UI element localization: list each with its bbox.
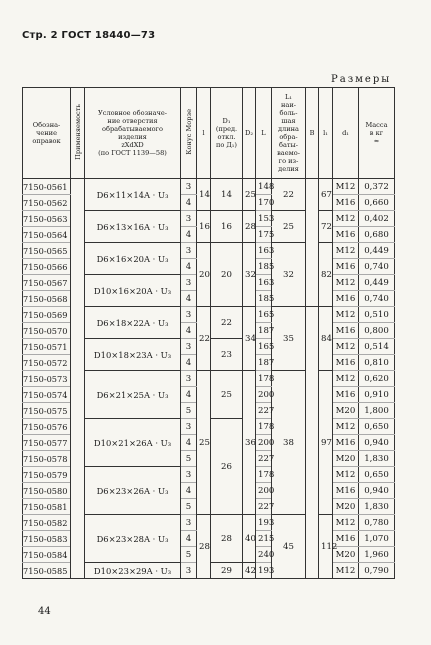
cell-dd1: M16 bbox=[333, 531, 359, 547]
cell-oboz: 7150-0584 bbox=[23, 547, 71, 563]
cell-dd1: M20 bbox=[333, 451, 359, 467]
cell-cond: D6×11×14A · U₃ bbox=[85, 179, 181, 211]
cell-d1: 25 bbox=[211, 371, 243, 419]
col-header-prim: Применяемость bbox=[71, 88, 85, 179]
cell-oboz: 7150-0580 bbox=[23, 483, 71, 499]
cell-konus: 4 bbox=[181, 323, 197, 339]
cell-mass: 1,830 bbox=[359, 451, 395, 467]
cell-mass: 0,372 bbox=[359, 179, 395, 195]
cell-dd1: M12 bbox=[333, 211, 359, 227]
cell-konus: 3 bbox=[181, 307, 197, 323]
cell-d1: 23 bbox=[211, 339, 243, 371]
cell-d2: 42 bbox=[243, 563, 256, 579]
cell-L: 227 bbox=[256, 499, 272, 515]
cell-L: 178 bbox=[256, 371, 272, 387]
cell-L: 163 bbox=[256, 243, 272, 259]
cell-konus: 5 bbox=[181, 451, 197, 467]
cell-cond: D6×18×22A · U₃ bbox=[85, 307, 181, 339]
cell-d1: 20 bbox=[211, 243, 243, 307]
cell-oboz: 7150-0568 bbox=[23, 291, 71, 307]
cell-l: 28 bbox=[197, 515, 211, 579]
cell-mass: 0,940 bbox=[359, 483, 395, 499]
cell-oboz: 7150-0562 bbox=[23, 195, 71, 211]
cell-d1: 29 bbox=[211, 563, 243, 579]
col-header-oboz: Обозна- чение оправок bbox=[23, 88, 71, 179]
cell-B bbox=[306, 179, 319, 307]
cell-L: 200 bbox=[256, 435, 272, 451]
cell-L: 178 bbox=[256, 419, 272, 435]
cell-L: 170 bbox=[256, 195, 272, 211]
spec-table bbox=[22, 87, 395, 579]
col-header-cond: Условное обозначе- ние отверстия обрабатываемого изделия zXdXD (по ГОСТ 1139—58) bbox=[85, 88, 181, 179]
cell-l1: 67 bbox=[319, 179, 333, 211]
cell-oboz: 7150-0566 bbox=[23, 259, 71, 275]
cell-oboz: 7150-0565 bbox=[23, 243, 71, 259]
cell-d1: 16 bbox=[211, 211, 243, 243]
cell-d2: 25 bbox=[243, 179, 256, 211]
cell-mass: 0,790 bbox=[359, 563, 395, 579]
cell-dd1: M16 bbox=[333, 195, 359, 211]
cell-konus: 4 bbox=[181, 435, 197, 451]
cell-cond: D10×18×23A · U₃ bbox=[85, 339, 181, 371]
cell-mass: 0,650 bbox=[359, 467, 395, 483]
col-header-L: L bbox=[256, 88, 272, 179]
cell-mass: 0,780 bbox=[359, 515, 395, 531]
cell-konus: 3 bbox=[181, 179, 197, 195]
cell-oboz: 7150-0583 bbox=[23, 531, 71, 547]
cell-L: 187 bbox=[256, 355, 272, 371]
cell-mass: 0,810 bbox=[359, 355, 395, 371]
cell-konus: 5 bbox=[181, 547, 197, 563]
cell-oboz: 7150-0581 bbox=[23, 499, 71, 515]
cell-oboz: 7150-0567 bbox=[23, 275, 71, 291]
cell-L: 185 bbox=[256, 291, 272, 307]
cell-dd1: M12 bbox=[333, 243, 359, 259]
cell-cond: D6×16×20A · U₃ bbox=[85, 243, 181, 275]
cell-d1: 22 bbox=[211, 307, 243, 339]
cell-L1: 45 bbox=[272, 515, 306, 579]
col-header-l1: l₁ bbox=[319, 88, 333, 179]
cell-dd1: M12 bbox=[333, 419, 359, 435]
cell-konus: 4 bbox=[181, 195, 197, 211]
dimensions-title: Размеры bbox=[331, 74, 392, 85]
cell-L: 178 bbox=[256, 467, 272, 483]
cell-L: 163 bbox=[256, 275, 272, 291]
col-header-d1: D₁ (пред. откл. по Д₁) bbox=[211, 88, 243, 179]
cell-l: 14 bbox=[197, 179, 211, 211]
cell-konus: 3 bbox=[181, 211, 197, 227]
cell-dd1: M12 bbox=[333, 307, 359, 323]
cell-mass: 0,650 bbox=[359, 419, 395, 435]
cell-konus: 5 bbox=[181, 403, 197, 419]
cell-konus: 3 bbox=[181, 371, 197, 387]
cell-dd1: M12 bbox=[333, 563, 359, 579]
cell-mass: 1,830 bbox=[359, 499, 395, 515]
cell-oboz: 7150-0573 bbox=[23, 371, 71, 387]
cell-L: 200 bbox=[256, 387, 272, 403]
cell-cond: D6×23×28A · U₃ bbox=[85, 515, 181, 563]
table-header-row bbox=[23, 88, 395, 179]
cell-oboz: 7150-0563 bbox=[23, 211, 71, 227]
cell-oboz: 7150-0585 bbox=[23, 563, 71, 579]
cell-L: 227 bbox=[256, 403, 272, 419]
cell-oboz: 7150-0561 bbox=[23, 179, 71, 195]
cell-dd1: M16 bbox=[333, 355, 359, 371]
cell-L1: 25 bbox=[272, 211, 306, 243]
cell-l: 20 bbox=[197, 243, 211, 307]
cell-L1: 35 bbox=[272, 307, 306, 371]
page-number: 44 bbox=[38, 606, 51, 617]
cell-konus: 3 bbox=[181, 339, 197, 355]
cell-mass: 0,449 bbox=[359, 243, 395, 259]
cell-d2: 34 bbox=[243, 307, 256, 371]
cell-d1: 26 bbox=[211, 419, 243, 515]
cell-L: 153 bbox=[256, 211, 272, 227]
cell-konus: 4 bbox=[181, 483, 197, 499]
cell-l: 25 bbox=[197, 371, 211, 515]
cell-konus: 3 bbox=[181, 515, 197, 531]
cell-d2: 36 bbox=[243, 371, 256, 515]
cell-mass: 0,510 bbox=[359, 307, 395, 323]
cell-mass: 0,514 bbox=[359, 339, 395, 355]
col-header-B: B bbox=[306, 88, 319, 179]
cell-mass: 0,910 bbox=[359, 387, 395, 403]
cell-d2: 28 bbox=[243, 211, 256, 243]
cell-dd1: M12 bbox=[333, 371, 359, 387]
cell-mass: 1,800 bbox=[359, 403, 395, 419]
cell-L: 227 bbox=[256, 451, 272, 467]
cell-mass: 0,449 bbox=[359, 275, 395, 291]
cell-dd1: M20 bbox=[333, 403, 359, 419]
cell-konus: 3 bbox=[181, 563, 197, 579]
cell-B bbox=[306, 307, 319, 579]
cell-konus: 3 bbox=[181, 419, 197, 435]
cell-L1: 32 bbox=[272, 243, 306, 307]
cell-cond: D10×23×29A · U₃ bbox=[85, 563, 181, 579]
cell-L: 185 bbox=[256, 259, 272, 275]
cell-dd1: M12 bbox=[333, 179, 359, 195]
cell-konus: 4 bbox=[181, 259, 197, 275]
cell-l1: 112 bbox=[319, 515, 333, 579]
cell-l1: 72 bbox=[319, 211, 333, 243]
cell-dd1: M16 bbox=[333, 435, 359, 451]
cell-L: 193 bbox=[256, 515, 272, 531]
cell-cond: D10×16×20A · U₃ bbox=[85, 275, 181, 307]
cell-L: 165 bbox=[256, 339, 272, 355]
cell-konus: 4 bbox=[181, 531, 197, 547]
cell-oboz: 7150-0578 bbox=[23, 451, 71, 467]
table-row bbox=[23, 179, 395, 195]
cell-dd1: M12 bbox=[333, 515, 359, 531]
cell-prim bbox=[71, 179, 85, 579]
page-header: Стр. 2 ГОСТ 18440—73 bbox=[22, 30, 156, 41]
cell-konus: 3 bbox=[181, 275, 197, 291]
cell-mass: 1,960 bbox=[359, 547, 395, 563]
cell-mass: 0,800 bbox=[359, 323, 395, 339]
cell-l1: 97 bbox=[319, 371, 333, 515]
cell-dd1: M12 bbox=[333, 275, 359, 291]
cell-d1: 28 bbox=[211, 515, 243, 563]
cell-L: 240 bbox=[256, 547, 272, 563]
cell-L: 193 bbox=[256, 563, 272, 579]
cell-L: 187 bbox=[256, 323, 272, 339]
cell-konus: 4 bbox=[181, 355, 197, 371]
cell-konus: 3 bbox=[181, 467, 197, 483]
cell-dd1: M16 bbox=[333, 259, 359, 275]
cell-oboz: 7150-0576 bbox=[23, 419, 71, 435]
cell-mass: 0,660 bbox=[359, 195, 395, 211]
cell-konus: 4 bbox=[181, 387, 197, 403]
col-header-mass: Масса в кг ≈ bbox=[359, 88, 395, 179]
cell-l: 22 bbox=[197, 307, 211, 371]
cell-oboz: 7150-0574 bbox=[23, 387, 71, 403]
col-header-L1: L₁ наи- боль- шая длина обра- баты- ваемо- го из- делия bbox=[272, 88, 306, 179]
cell-cond: D6×23×26A · U₃ bbox=[85, 467, 181, 515]
cell-oboz: 7150-0569 bbox=[23, 307, 71, 323]
cell-oboz: 7150-0577 bbox=[23, 435, 71, 451]
cell-dd1: M16 bbox=[333, 483, 359, 499]
cell-d2: 40 bbox=[243, 515, 256, 563]
cell-mass: 0,940 bbox=[359, 435, 395, 451]
cell-d1: 14 bbox=[211, 179, 243, 211]
cell-L: 165 bbox=[256, 307, 272, 323]
cell-konus: 4 bbox=[181, 291, 197, 307]
cell-oboz: 7150-0572 bbox=[23, 355, 71, 371]
cell-oboz: 7150-0564 bbox=[23, 227, 71, 243]
cell-dd1: M16 bbox=[333, 323, 359, 339]
cell-l1: 82 bbox=[319, 243, 333, 307]
cell-konus: 3 bbox=[181, 243, 197, 259]
cell-cond: D10×21×26A · U₃ bbox=[85, 419, 181, 467]
cell-L: 215 bbox=[256, 531, 272, 547]
cell-dd1: M16 bbox=[333, 291, 359, 307]
cell-oboz: 7150-0570 bbox=[23, 323, 71, 339]
col-header-dd1: d₁ bbox=[333, 88, 359, 179]
col-header-konus: Конус Морзе bbox=[181, 88, 197, 179]
cell-l1: 84 bbox=[319, 307, 333, 371]
cell-d2: 32 bbox=[243, 243, 256, 307]
cell-cond: D6×21×25A · U₃ bbox=[85, 371, 181, 419]
cell-dd1: M12 bbox=[333, 467, 359, 483]
cell-oboz: 7150-0582 bbox=[23, 515, 71, 531]
cell-L1: 22 bbox=[272, 179, 306, 211]
cell-dd1: M20 bbox=[333, 499, 359, 515]
cell-mass: 0,620 bbox=[359, 371, 395, 387]
cell-L1: 38 bbox=[272, 371, 306, 515]
cell-L: 175 bbox=[256, 227, 272, 243]
cell-mass: 0,740 bbox=[359, 291, 395, 307]
cell-dd1: M16 bbox=[333, 387, 359, 403]
cell-oboz: 7150-0579 bbox=[23, 467, 71, 483]
cell-L: 200 bbox=[256, 483, 272, 499]
cell-oboz: 7150-0575 bbox=[23, 403, 71, 419]
col-header-d2: D₂ bbox=[243, 88, 256, 179]
col-header-l: l bbox=[197, 88, 211, 179]
cell-mass: 0,402 bbox=[359, 211, 395, 227]
cell-dd1: M20 bbox=[333, 547, 359, 563]
cell-konus: 5 bbox=[181, 499, 197, 515]
cell-cond: D6×13×16A · U₃ bbox=[85, 211, 181, 243]
cell-l: 16 bbox=[197, 211, 211, 243]
cell-dd1: M12 bbox=[333, 339, 359, 355]
cell-mass: 1,070 bbox=[359, 531, 395, 547]
cell-mass: 0,680 bbox=[359, 227, 395, 243]
cell-dd1: M16 bbox=[333, 227, 359, 243]
cell-mass: 0,740 bbox=[359, 259, 395, 275]
cell-oboz: 7150-0571 bbox=[23, 339, 71, 355]
cell-L: 148 bbox=[256, 179, 272, 195]
cell-konus: 4 bbox=[181, 227, 197, 243]
